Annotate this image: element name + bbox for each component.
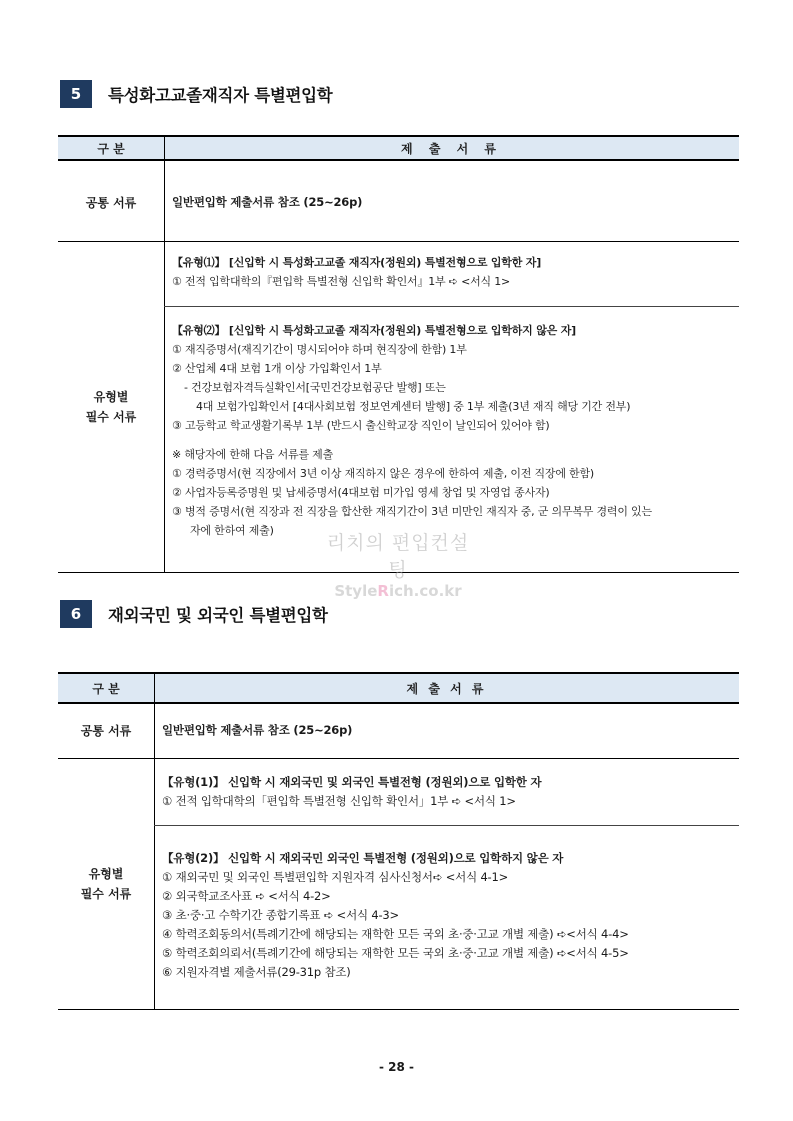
inner-divider bbox=[164, 306, 739, 307]
type2-heading: 【유형⑵】 [신입학 시 특성화고교졸 재직자(정원외) 특별전형으로 입학하지 않은 자] bbox=[172, 324, 576, 337]
type1-item: ① 전적 입학대학의「편입학 특별전형 신입학 확인서」1부 ➪ <서식 1> bbox=[162, 794, 516, 808]
type2-item: ② 외국학교조사표 ➪ <서식 4-2> bbox=[162, 889, 331, 903]
section-number-badge: 6 bbox=[60, 600, 92, 628]
type1-block bbox=[162, 773, 541, 811]
type2-block bbox=[172, 321, 652, 540]
extra-item-cont: 자에 한하여 제출) bbox=[190, 524, 274, 537]
type1-item: ① 전적 입학대학의『편입학 특별전형 신입학 확인서』1부 ➪ <서식 1> bbox=[172, 275, 511, 288]
note-text: ※ 해당자에 한해 다음 서류를 제출 bbox=[172, 448, 334, 461]
header-documents: 제 출 서 류 bbox=[406, 682, 487, 696]
section-title: 재외국민 및 외국인 특별편입학 bbox=[108, 606, 328, 625]
column-divider bbox=[164, 135, 165, 573]
type2-item: ④ 학력조회동의서(특례기간에 해당되는 재학한 모든 국외 초·중·고교 개별 제출) ➪<서식 4-4> bbox=[162, 927, 629, 941]
type2-item: ⑤ 학력조회의뢰서(특례기간에 해당되는 재학한 모든 국외 초·중·고교 개별 제출) ➪<서식 4-5> bbox=[162, 946, 629, 960]
extra-item: ③ 병적 증명서(현 직장과 전 직장을 합산한 재직기간이 3년 미만인 재직자 중, 군 의무복무 경력이 있는 bbox=[172, 505, 652, 518]
required-docs-label bbox=[58, 864, 154, 904]
type2-heading: 【유형(2)】 신입학 시 재외국민 외국인 특별전형 (정원외)으로 입학하지 않은 자 bbox=[162, 851, 564, 865]
section-number-badge: 5 bbox=[60, 80, 92, 108]
column-divider bbox=[154, 672, 155, 1010]
type2-item: ⑥ 지원자격별 제출서류(29-31p 참조) bbox=[162, 965, 351, 979]
row-divider bbox=[58, 758, 739, 759]
common-docs-label: 공통 서류 bbox=[80, 724, 132, 738]
watermark-part: R bbox=[377, 582, 389, 600]
section-5-header bbox=[60, 80, 332, 108]
required-docs-label bbox=[58, 387, 164, 427]
watermark-part: ich.co.kr bbox=[388, 582, 462, 600]
type1-heading: 【유형(1)】 신입학 시 재외국민 및 외국인 특별전형 (정원외)으로 입학한 자 bbox=[162, 775, 542, 789]
type2-item-sub: - 건강보험자격득실확인서[국민건강보험공단 발행] 또는 bbox=[184, 381, 446, 394]
section-6-table bbox=[58, 672, 739, 1010]
section-5-table bbox=[58, 135, 739, 573]
label-line-1: 유형별 bbox=[88, 867, 124, 881]
section-title: 특성화고교졸재직자 특별편입학 bbox=[108, 86, 333, 105]
watermark-part: Style bbox=[334, 582, 378, 600]
row-divider bbox=[58, 241, 739, 242]
watermark-line2 bbox=[318, 582, 478, 600]
type2-item: ② 산업체 4대 보험 1개 이상 가입확인서 1부 bbox=[172, 362, 382, 375]
extra-item: ② 사업자등록증명원 및 납세증명서(4대보험 미가입 영세 창업 및 자영업 종사자) bbox=[172, 486, 550, 499]
type2-item: ① 재외국민 및 외국인 특별편입학 지원자격 심사신청서➪ <서식 4-1> bbox=[162, 870, 509, 884]
table-header bbox=[58, 672, 739, 704]
type2-item: ③ 초·중·고 수학기간 종합기록표 ➪ <서식 4-3> bbox=[162, 908, 399, 922]
header-category: 구 분 bbox=[92, 682, 120, 696]
type1-heading: 【유형⑴】 [신입학 시 특성화고교졸 재직자(정원외) 특별전형으로 입학한 자] bbox=[172, 256, 542, 269]
common-docs-label: 공통 서류 bbox=[85, 196, 137, 210]
label-line-2: 필수 서류 bbox=[80, 887, 132, 901]
label-line-2: 필수 서류 bbox=[85, 410, 137, 424]
table-header bbox=[58, 135, 739, 161]
watermark-line1: 리치의 편입컨설팅 bbox=[326, 532, 470, 581]
table-bottom-border bbox=[58, 1009, 739, 1010]
common-docs-text: 일반편입학 제출서류 참조 (25~26p) bbox=[172, 195, 363, 209]
header-documents: 제 출 서 류 bbox=[401, 142, 502, 156]
type2-item: ③ 고등학교 학교생활기록부 1부 (반드시 출신학교장 직인이 날인되어 있어야 함) bbox=[172, 419, 550, 432]
inner-divider bbox=[154, 825, 739, 826]
type1-block bbox=[172, 253, 541, 291]
page-number: - 28 - bbox=[378, 1060, 414, 1074]
type2-item-sub: 4대 보험가입확인서 [4대사회보험 정보연계센터 발행] 중 1부 제출(3년 재직 해당 기간 전부) bbox=[196, 400, 631, 413]
table-bottom-border bbox=[58, 572, 739, 573]
header-category: 구 분 bbox=[97, 142, 125, 156]
type2-item: ① 재직증명서(재직기간이 명시되어야 하며 현직장에 한함) 1부 bbox=[172, 343, 467, 356]
extra-item: ① 경력증명서(현 직장에서 3년 이상 재직하지 않은 경우에 한하여 제출, 이전 직장에 한함) bbox=[172, 467, 594, 480]
label-line-1: 유형별 bbox=[93, 390, 129, 404]
section-6-header bbox=[60, 600, 328, 628]
common-docs-text: 일반편입학 제출서류 참조 (25~26p) bbox=[162, 723, 353, 737]
type2-block bbox=[162, 849, 629, 982]
